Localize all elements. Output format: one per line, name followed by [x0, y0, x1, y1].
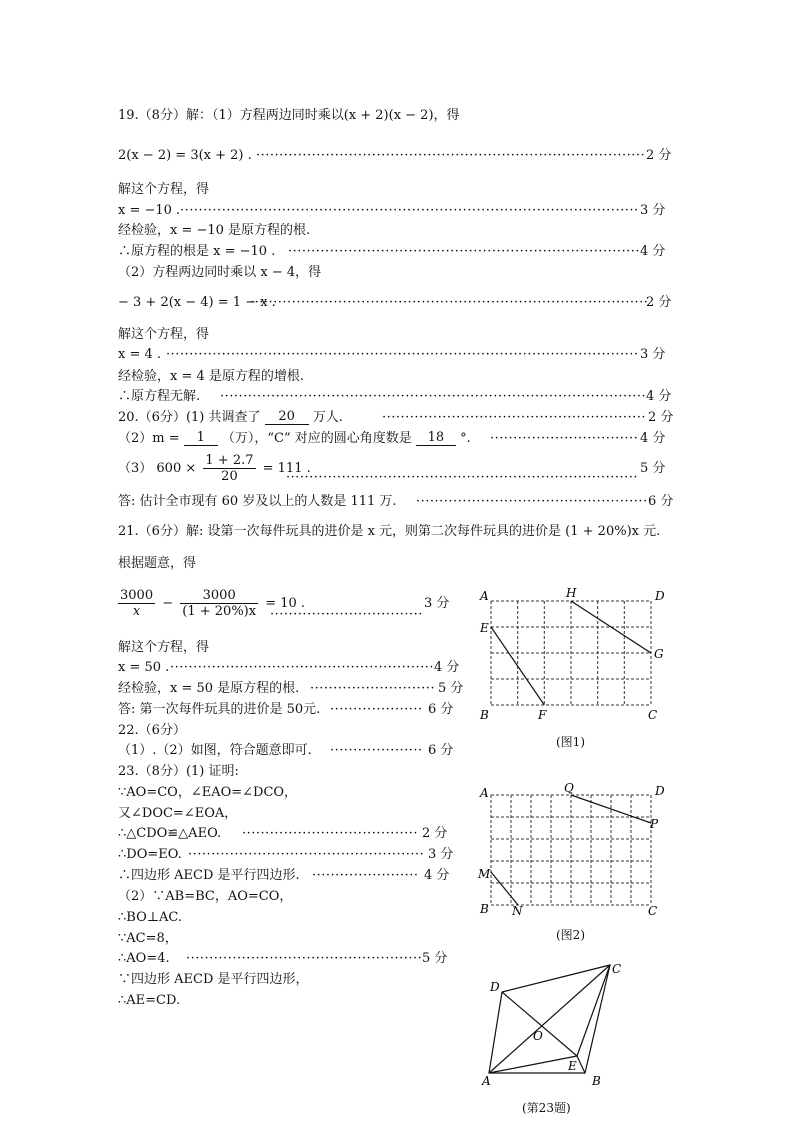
q21-fraction-1: [118, 588, 155, 619]
figure-2-caption: (图2): [556, 928, 585, 942]
label-p: P: [650, 817, 659, 831]
q22-heading: 22.（6分）: [118, 723, 186, 738]
label-a: A: [480, 589, 489, 603]
leader-dots: ······································································································: [166, 347, 639, 362]
leader-dots: ································: [490, 431, 639, 446]
segment-qp: [571, 795, 651, 823]
q20-line-3: [118, 452, 678, 486]
q19-text-5: （2）方程两边同时乘以 x − 4，得: [118, 265, 322, 280]
q19-text-2: 解这个方程，得: [118, 182, 210, 197]
grid-lines: [491, 601, 651, 705]
score-mark: 2 分: [646, 148, 672, 163]
q20-text-4: 答: 估计全市现有 60 岁及以上的人数是 111 万.: [118, 494, 397, 509]
q21-frac2-num: 3000: [180, 588, 258, 604]
label-c: C: [648, 708, 658, 722]
q20-text-2a: （2）m =: [118, 431, 180, 446]
q20-blank-angle: 18: [416, 431, 456, 446]
q21-frac1-num: 3000: [120, 588, 154, 603]
score-mark: 2 分: [648, 410, 674, 425]
label-b: B: [592, 1074, 601, 1088]
score-mark: 4 分: [640, 431, 666, 446]
q23-text-5: ∴四边形 AECD 是平行四边形.: [118, 868, 300, 883]
label-o: O: [533, 1029, 543, 1043]
label-c: C: [612, 962, 622, 976]
leader-dots: ····················: [330, 743, 423, 758]
label-g: G: [654, 647, 664, 661]
q20-line-1: [118, 410, 678, 426]
leader-dots: ······················································································: [250, 295, 649, 310]
q22-line-1: [118, 743, 464, 759]
label-d: D: [655, 784, 665, 798]
q20-text-1b: 万人.: [312, 410, 343, 425]
q19-step-5: [118, 295, 678, 311]
leader-dots: ···················································: [188, 847, 425, 862]
label-d: D: [490, 980, 500, 994]
score-mark: 4 分: [424, 868, 450, 883]
q19-eq-2: x = −10 .: [118, 203, 181, 218]
q21-eq-tail: = 10 .: [265, 596, 306, 611]
leader-dots: ····························································································: [220, 389, 647, 404]
leader-dots: ···················································: [186, 951, 423, 966]
score-mark: 3 分: [424, 596, 450, 611]
q21-frac1-den: x: [132, 604, 141, 619]
score-mark: 4 分: [640, 244, 666, 259]
q23-text-11: ∴AE=CD.: [118, 993, 181, 1008]
grid-lines: [491, 795, 651, 905]
q21-step-3: [118, 660, 464, 676]
q20-text-3a: （3） 600 ×: [118, 461, 197, 476]
q19-text-3: 经检验，x = −10 是原方程的根.: [118, 223, 311, 238]
q23-text-2: 又∠DOC=∠EOA，: [118, 806, 238, 821]
q23-step-3: [118, 826, 448, 842]
segment-eb: [577, 1056, 585, 1073]
q21-text-5: 答: 第一次每件玩具的进价是 50元.: [118, 702, 321, 717]
leader-dots: ·························································: [170, 660, 435, 675]
q21-text-3: 解这个方程，得: [118, 640, 210, 655]
q23-step-9: [118, 951, 448, 967]
figure-q23-caption: (第23题): [522, 1101, 571, 1115]
q19-step-6: [118, 347, 678, 363]
leader-dots: ·························································: [382, 410, 647, 425]
label-e: E: [568, 1059, 577, 1073]
q20-blank-m: 1: [184, 431, 218, 446]
leader-dots: ············································································: [288, 244, 641, 259]
figure-q23: [474, 958, 624, 1090]
q23-step-4: [118, 847, 458, 863]
score-mark: 6 分: [428, 743, 454, 758]
score-mark: 5 分: [438, 681, 464, 696]
q21-step-4: [118, 681, 464, 697]
q19-heading: 19.（8分）解：（1）方程两边同时乘以(x + 2)(x − 2)，得: [118, 108, 460, 123]
q19-eq-1: 2(x − 2) = 3(x + 2) .: [118, 148, 252, 163]
q20-frac-num: 1 + 2.7: [205, 453, 254, 468]
score-mark: 4 分: [646, 389, 672, 404]
q20-text-2c: °.: [460, 431, 471, 446]
q19-step-8: [118, 389, 678, 405]
q20-line-2: [118, 431, 678, 447]
score-mark: 6 分: [428, 702, 454, 717]
leader-dots: ···································································································: [180, 203, 639, 218]
leader-dots: ·······················: [312, 868, 419, 883]
score-mark: 2 分: [422, 826, 448, 841]
figure-2: [474, 782, 674, 922]
leader-dots: ············································································: [286, 470, 639, 485]
q19-step-4: [118, 244, 678, 260]
score-mark: 4 分: [434, 660, 460, 675]
q21-text-2: 根据题意，得: [118, 556, 197, 571]
label-f: F: [538, 708, 547, 722]
leader-dots: ····················: [330, 702, 423, 717]
q21-step-5: [118, 702, 464, 718]
q21-heading: 21.（6分）解: 设第一次每件玩具的进价是 x 元，则第二次每件玩具的进价是 (1 + 20%)x 元.: [118, 524, 661, 539]
figure-lines: [489, 965, 610, 1073]
q20-text-3b: = 111 .: [262, 461, 311, 476]
q19-eq-5: − 3 + 2(x − 4) = 1 − x .: [118, 295, 276, 310]
label-h: H: [566, 586, 577, 600]
score-mark: 5 分: [640, 461, 666, 476]
q23-step-5: [118, 868, 458, 884]
leader-dots: ···························: [310, 681, 436, 696]
label-q: Q: [564, 781, 574, 795]
q21-frac2-den: (1 + 20%)x: [182, 604, 257, 619]
segment-mn: [491, 872, 518, 905]
figure-1-caption: (图1): [556, 735, 585, 749]
label-c: C: [648, 904, 658, 918]
q21-minus: −: [162, 596, 174, 611]
q23-text-1: ∵AO=CO，∠EAO=∠DCO，: [118, 785, 298, 800]
leader-dots: ····················································································: [256, 148, 646, 163]
q19-eq-6: x = 4 .: [118, 347, 162, 362]
q20-blank-total: 20: [265, 410, 309, 425]
q20-fraction: [203, 453, 255, 484]
q23-text-9: ∴AO=4.: [118, 951, 170, 966]
label-b: B: [480, 902, 489, 916]
label-m: M: [478, 867, 491, 881]
q19-text-8: ∴原方程无解.: [118, 389, 201, 404]
q19-step-2: [118, 203, 678, 219]
q23-text-3: ∴△CDO≌△AEO.: [118, 826, 222, 841]
diagonal-ac: [489, 965, 610, 1073]
q23-text-10: ∵四边形 AECD 是平行四边形，: [118, 972, 309, 987]
label-a: A: [480, 786, 489, 800]
segment-ec: [577, 965, 610, 1056]
q20-text-1a: 20.（6分）(1) 共调查了: [118, 410, 261, 425]
segment-ae: [489, 1056, 577, 1073]
q21-eq-3: x = 50 .: [118, 660, 170, 675]
label-n: N: [512, 904, 523, 918]
q23-text-8: ∵AC=8，: [118, 931, 178, 946]
segment-de: [502, 992, 577, 1056]
q19-step-1: [118, 148, 678, 164]
q23-heading: 23.（8分）(1) 证明:: [118, 764, 239, 779]
score-mark: 3 分: [640, 347, 666, 362]
q23-text-6: （2）∵AB=BC，AO=CO，: [118, 889, 293, 904]
q21-equation-line: [118, 585, 458, 623]
score-mark: 3 分: [428, 847, 454, 862]
label-e: E: [480, 621, 489, 635]
score-mark: 6 分: [648, 494, 674, 509]
q19-text-6: 解这个方程，得: [118, 327, 210, 342]
label-a: A: [482, 1074, 491, 1088]
q23-text-4: ∴DO=EO.: [118, 847, 182, 862]
score-mark: 2 分: [646, 295, 672, 310]
score-mark: 5 分: [422, 951, 448, 966]
score-mark: 3 分: [640, 203, 666, 218]
q23-text-7: ∴BO⊥AC.: [118, 910, 182, 925]
figure-1: [474, 584, 674, 724]
leader-dots: ·································: [270, 607, 423, 622]
q19-text-7: 经检验，x = 4 是原方程的增根.: [118, 369, 305, 384]
q20-text-2b: （万），“C” 对应的圆心角度数是: [221, 431, 412, 446]
q22-text-1: （1）.（2）如图，符合题意即可.: [118, 743, 312, 758]
q19-text-4: ∴原方程的根是 x = −10 .: [118, 244, 276, 259]
label-b: B: [480, 708, 489, 722]
q20-line-4: [118, 494, 678, 510]
q20-frac-den: 20: [221, 469, 238, 484]
q21-fraction-2: [180, 588, 258, 619]
leader-dots: ······································: [242, 826, 419, 841]
leader-dots: ··················································: [416, 494, 648, 509]
q21-text-4: 经检验，x = 50 是原方程的根.: [118, 681, 300, 696]
label-d: D: [655, 589, 665, 603]
